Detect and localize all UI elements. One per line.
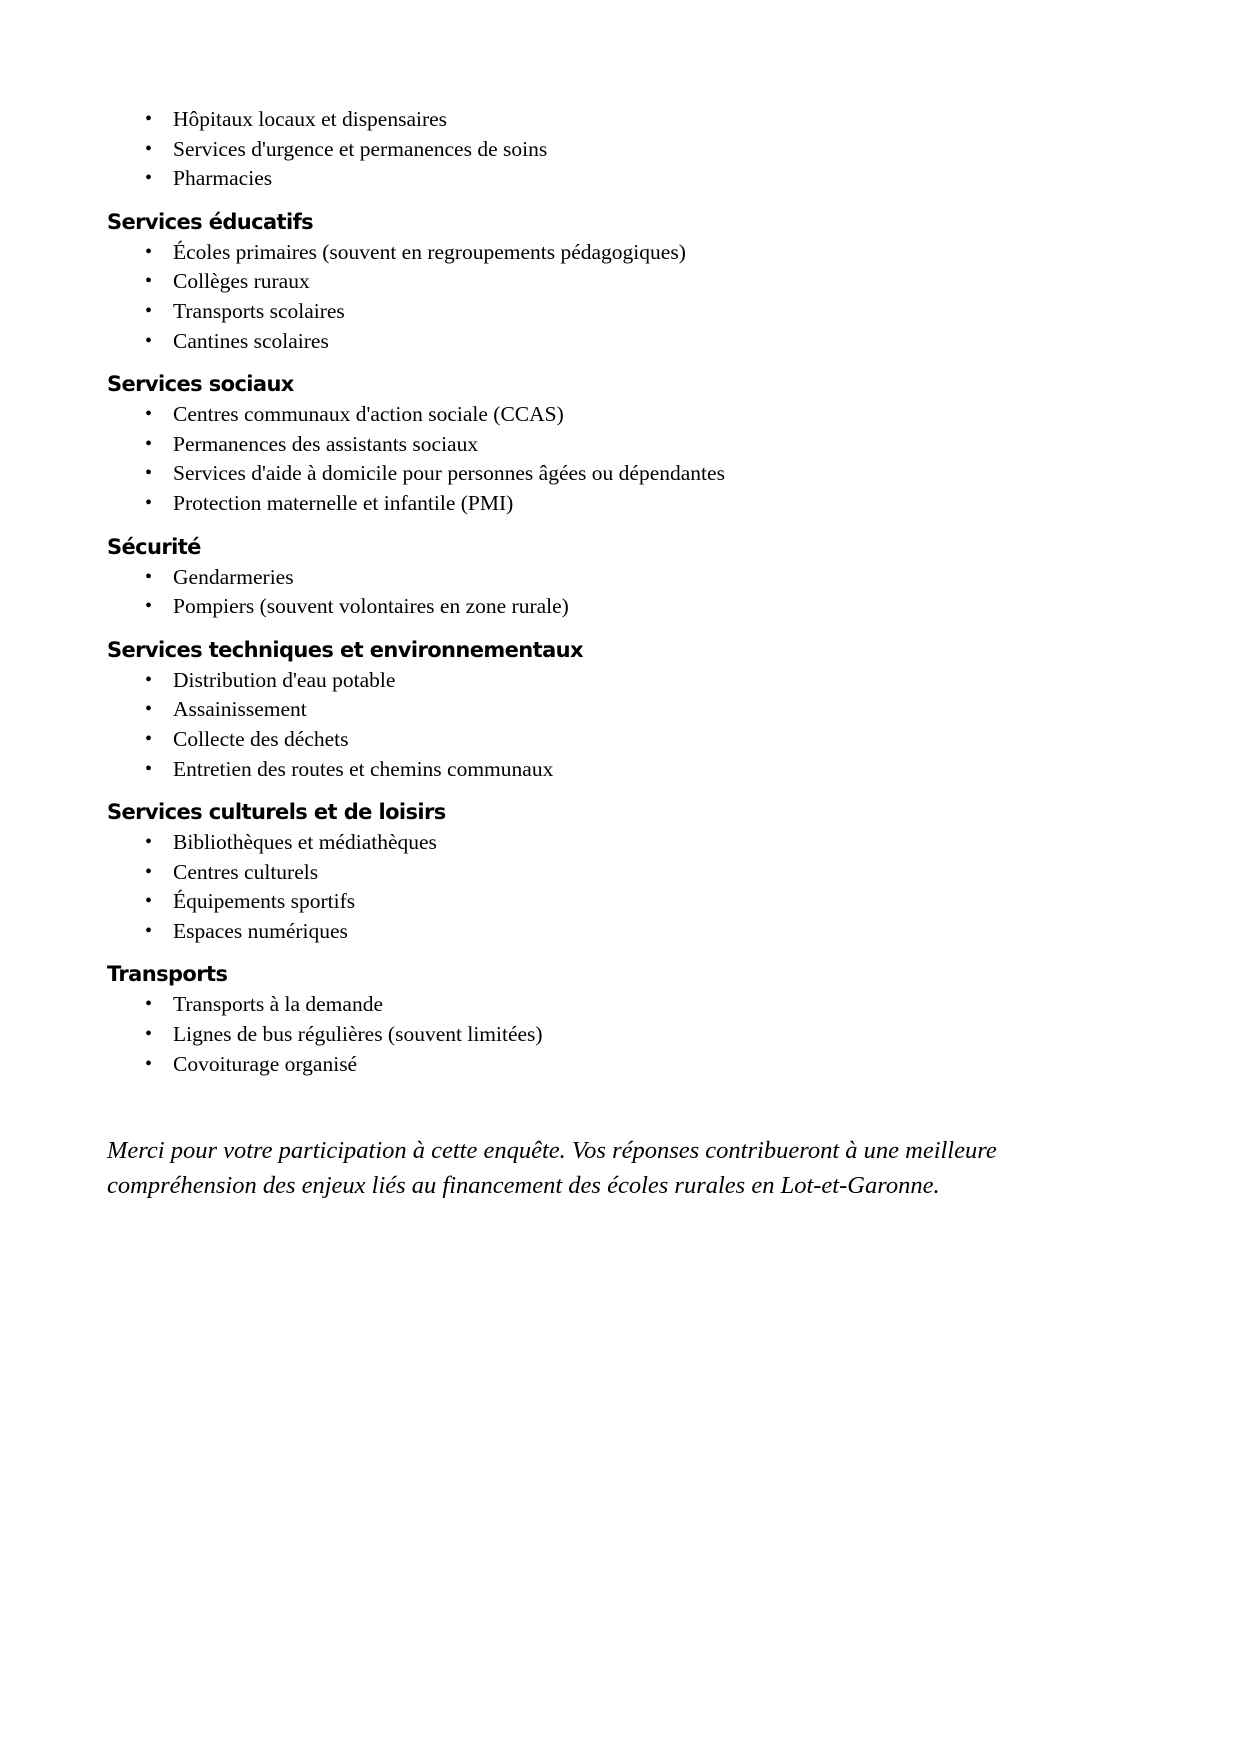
bullet-icon: • xyxy=(145,240,153,263)
list-item: • Centres culturels xyxy=(107,858,1137,888)
bullet-icon: • xyxy=(145,1052,153,1075)
bullet-icon: • xyxy=(145,491,153,514)
bullet-icon: • xyxy=(145,919,153,942)
educational-services-list xyxy=(107,238,1137,356)
bullet-icon: • xyxy=(145,462,153,485)
list-item: • Équipements sportifs xyxy=(107,887,1137,917)
technical-services-list xyxy=(107,666,1137,784)
document-page xyxy=(107,105,1137,1203)
bullet-icon: • xyxy=(145,432,153,455)
bullet-icon: • xyxy=(145,329,153,352)
list-item: • Collèges ruraux xyxy=(107,267,1137,297)
list-item: • Espaces numériques xyxy=(107,917,1137,947)
bullet-icon: • xyxy=(145,565,153,588)
security-services-list xyxy=(107,563,1137,622)
bullet-icon: • xyxy=(145,108,153,130)
bullet-icon: • xyxy=(145,860,153,883)
transport-services-list xyxy=(107,990,1137,1079)
health-services-list xyxy=(107,105,1137,194)
bullet-icon: • xyxy=(145,167,153,190)
list-item: • Cantines scolaires xyxy=(107,327,1137,357)
section-heading-social: Services sociaux xyxy=(107,372,294,397)
list-item: • Bibliothèques et médiathèques xyxy=(107,828,1137,858)
bullet-icon: • xyxy=(145,698,153,721)
list-item: • Lignes de bus régulières (souvent limitées) xyxy=(107,1020,1137,1050)
list-item: • Distribution d'eau potable xyxy=(107,666,1137,696)
bullet-icon: • xyxy=(145,270,153,293)
cultural-services-list xyxy=(107,828,1137,946)
list-item: • Transports scolaires xyxy=(107,297,1137,327)
bullet-icon: • xyxy=(145,403,153,426)
list-item: • Centres communaux d'action sociale (CCAS) xyxy=(107,400,1137,430)
list-item: • Transports à la demande xyxy=(107,990,1137,1020)
list-item: • Pharmacies xyxy=(107,164,1137,194)
bullet-icon: • xyxy=(145,757,153,780)
bullet-icon: • xyxy=(145,890,153,913)
list-item: • Gendarmeries xyxy=(107,563,1137,593)
list-item: • Collecte des déchets xyxy=(107,725,1137,755)
list-item: • Assainissement xyxy=(107,695,1137,725)
list-item: • Covoiturage organisé xyxy=(107,1050,1137,1080)
closing-thank-you-paragraph: Merci pour votre participation à cette enquête. Vos réponses contribueront à une meilleure compréhension des enjeux liés au financement des écoles rurales en Lot-et-Garonne. xyxy=(107,1137,997,1200)
bullet-icon: • xyxy=(145,1023,153,1046)
bullet-icon: • xyxy=(145,668,153,691)
list-item: • Hôpitaux locaux et dispensaires xyxy=(107,105,1137,135)
list-item: • Pompiers (souvent volontaires en zone rurale) xyxy=(107,592,1137,622)
section-heading-transport: Transports xyxy=(107,962,228,987)
bullet-icon: • xyxy=(145,727,153,750)
list-item: • Permanences des assistants sociaux xyxy=(107,430,1137,460)
list-item: • Écoles primaires (souvent en regroupements pédagogiques) xyxy=(107,238,1137,268)
section-heading-educational: Services éducatifs xyxy=(107,209,314,234)
section-heading-cultural: Services culturels et de loisirs xyxy=(107,800,446,825)
bullet-icon: • xyxy=(145,993,153,1016)
bullet-icon: • xyxy=(145,831,153,854)
list-item: • Services d'urgence et permanences de soins xyxy=(107,135,1137,165)
social-services-list xyxy=(107,400,1137,518)
list-item: • Services d'aide à domicile pour personnes âgées ou dépendantes xyxy=(107,459,1137,489)
section-heading-security: Sécurité xyxy=(107,534,201,559)
bullet-icon: • xyxy=(145,299,153,322)
list-item: • Entretien des routes et chemins communaux xyxy=(107,755,1137,785)
bullet-icon: • xyxy=(145,137,153,160)
section-heading-technical: Services techniques et environnementaux xyxy=(107,637,583,662)
list-item: • Protection maternelle et infantile (PMI) xyxy=(107,489,1137,519)
bullet-icon: • xyxy=(145,595,153,618)
